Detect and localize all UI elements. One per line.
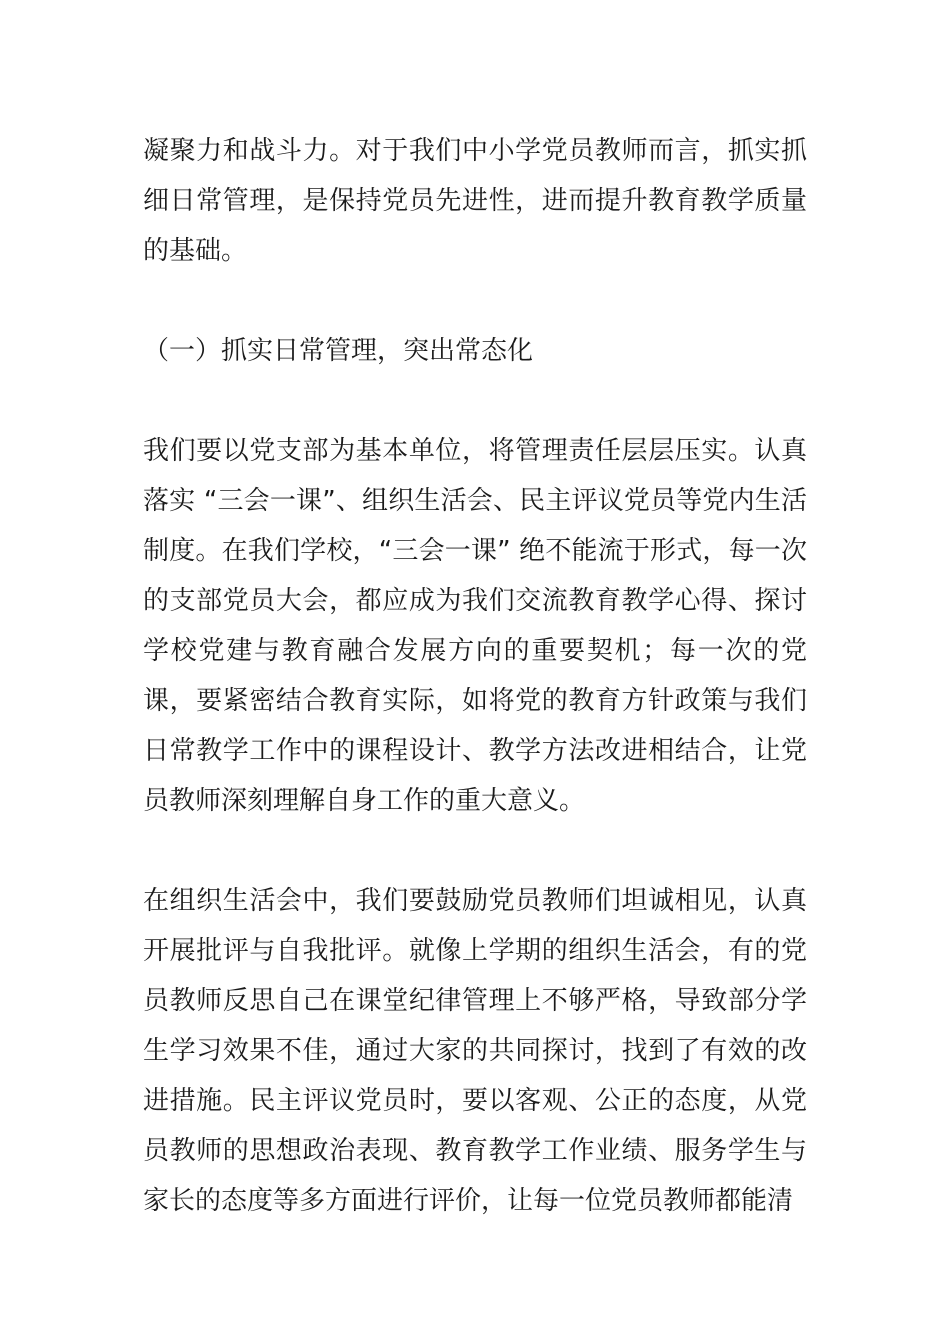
section-heading: （一）抓实日常管理，突出常态化 <box>143 336 534 366</box>
document-body <box>143 126 807 1276</box>
paragraph-daily-management: 我们要以党支部为基本单位，将管理责任层层压实。认真落实 “三会一课”、组织生活会、民主评议党员等党内生活制度。在我们学校，“三会一课” 绝不能流于形式，每一次的支部党员大会，都应成为我们交流教育教学心得、探讨学校党建与教育融合发展方向的重要契机；每一次的党课，要紧密结合教育实际，如将党的教育方针政策与我们日常教学工作中的课程设计、教学方法改进相结合，让党员教师深刻理解自身工作的重大意义。 <box>143 436 807 816</box>
paragraph-organizational-life: 在组织生活会中，我们要鼓励党员教师们坦诚相见，认真开展批评与自我批评。就像上学期的组织生活会，有的党员教师反思自己在课堂纪律管理上不够严格，导致部分学生学习效果不佳，通过大家的共同探讨，找到了有效的改进措施。民主评议党员时，要以客观、公正的态度，从党员教师的思想政治表现、教育教学工作业绩、服务学生与家长的态度等多方面进行评价，让每一位党员教师都能清 <box>143 886 807 1216</box>
paragraph-intro-continuation: 凝聚力和战斗力。对于我们中小学党员教师而言，抓实抓细日常管理，是保持党员先进性，进而提升教育教学质量的基础。 <box>143 136 807 266</box>
